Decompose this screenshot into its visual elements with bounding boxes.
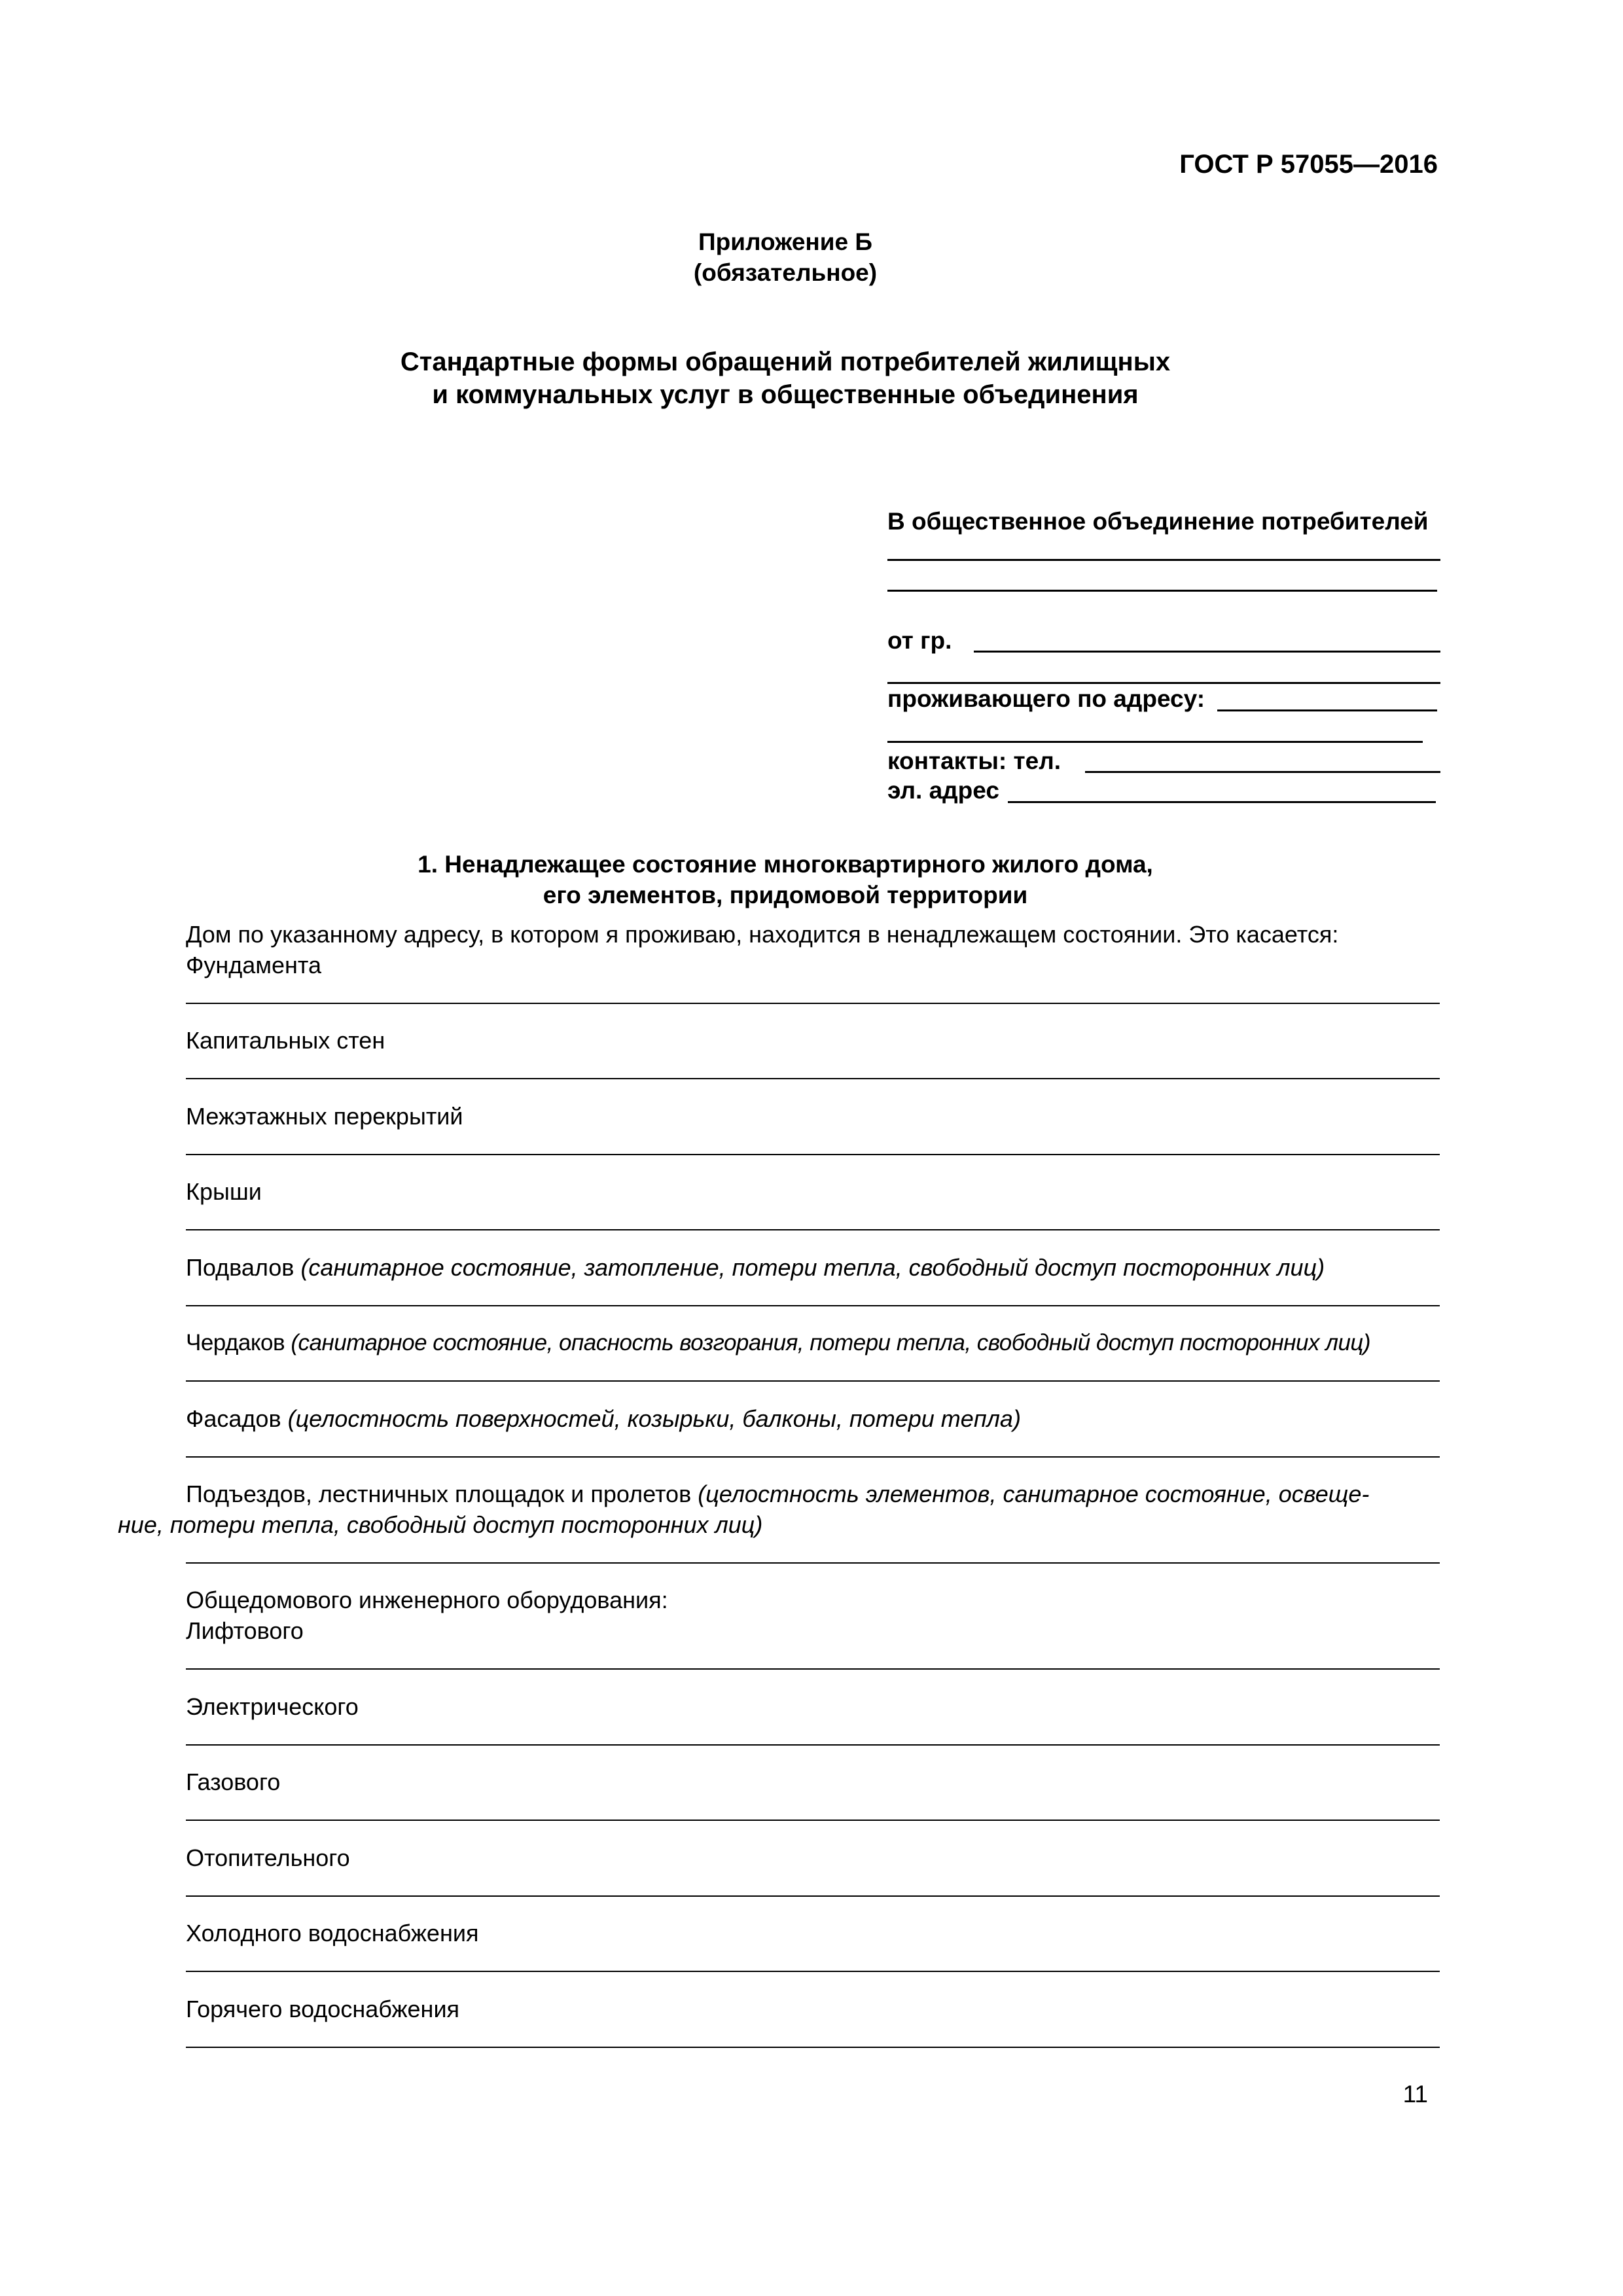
line-electrical [186,1744,1440,1746]
residence-label: проживающего по адресу: [887,685,1205,712]
section1-intro: Дом по указанному адресу, в котором я проживаю, находится в ненадлежащем состоянии. Это касается: [186,921,1339,948]
item-roof: Крыши [186,1178,262,1205]
address-to-line-1 [887,559,1440,561]
section1-heading-line2: его элементов, придомовой территории [543,882,1028,908]
line-gas [186,1820,1440,1821]
page-number: 11 [1402,2081,1428,2108]
item-entrances [186,1479,1369,1509]
line-cold-water [186,1971,1440,1972]
phone-line [1085,771,1440,773]
attics-note: (санитарное состояние, опасность возгорания, потери тепла, свободный доступ посторонних лиц) [291,1330,1371,1355]
line-roof [186,1229,1440,1230]
item-foundation: Фундамента [186,952,322,978]
item-electrical: Электрического [186,1693,359,1720]
line-entrances [186,1562,1440,1564]
main-title-line2: и коммунальных услуг в общественные объединения [432,380,1139,409]
facades-note: (целостность поверхностей, козырьки, балконы, потери тепла) [287,1405,1021,1432]
address-to-line-2 [887,590,1437,592]
item-equipment: Общедомового инженерного оборудования: [186,1587,668,1613]
line-facades [186,1456,1440,1458]
phone-label: контакты: тел. [887,747,1061,774]
line-elevator [186,1668,1440,1670]
email-label: эл. адрес [887,777,999,804]
item-gas: Газового [186,1768,281,1795]
from-line [974,651,1440,653]
item-floors: Межэтажных перекрытий [186,1103,463,1130]
item-attics [186,1327,1370,1358]
from-label: от гр. [887,627,952,654]
address-to: В общественное объединение потребителей [887,508,1429,535]
basements-note: (санитарное состояние, затопление, потери тепла, свободный доступ посторонних лиц) [300,1254,1325,1281]
residence-line [1217,709,1437,711]
line-floors [186,1154,1440,1155]
item-hot-water: Горячего водоснабжения [186,1996,460,2022]
section1-heading-line1: 1. Ненадлежащее состояние многоквартирного жилого дома, [418,851,1153,878]
line-basements [186,1305,1440,1306]
entrances-note-line1: (целостность элементов, санитарное состояние, освеще- [698,1480,1370,1507]
line-heating [186,1895,1440,1897]
item-walls: Капитальных стен [186,1027,385,1054]
appendix-title: Приложение Б [698,228,872,255]
facades-label: Фасадов [186,1405,281,1432]
item-facades [186,1403,1021,1434]
item-cold-water: Холодного водоснабжения [186,1920,479,1946]
entrances-note-line2: ние, потери тепла, свободный доступ посторонних лиц) [118,1511,763,1538]
item-heating: Отопительного [186,1844,350,1871]
item-elevator: Лифтового [186,1617,304,1644]
line-hot-water [186,2047,1440,2048]
entrances-label: Подъездов, лестничных площадок и пролетов [186,1480,692,1507]
main-title-line1: Стандартные формы обращений потребителей жилищных [400,348,1171,376]
line-attics [186,1380,1440,1382]
attics-label: Чердаков [186,1330,285,1355]
residence-line-2 [887,741,1423,743]
line-walls [186,1078,1440,1079]
appendix-status: (обязательное) [693,259,878,286]
item-basements [186,1252,1325,1283]
email-line [1008,801,1436,803]
line-foundation [186,1003,1440,1004]
basements-label: Подвалов [186,1254,294,1281]
doc-code: ГОСТ Р 57055—2016 [1179,150,1438,179]
